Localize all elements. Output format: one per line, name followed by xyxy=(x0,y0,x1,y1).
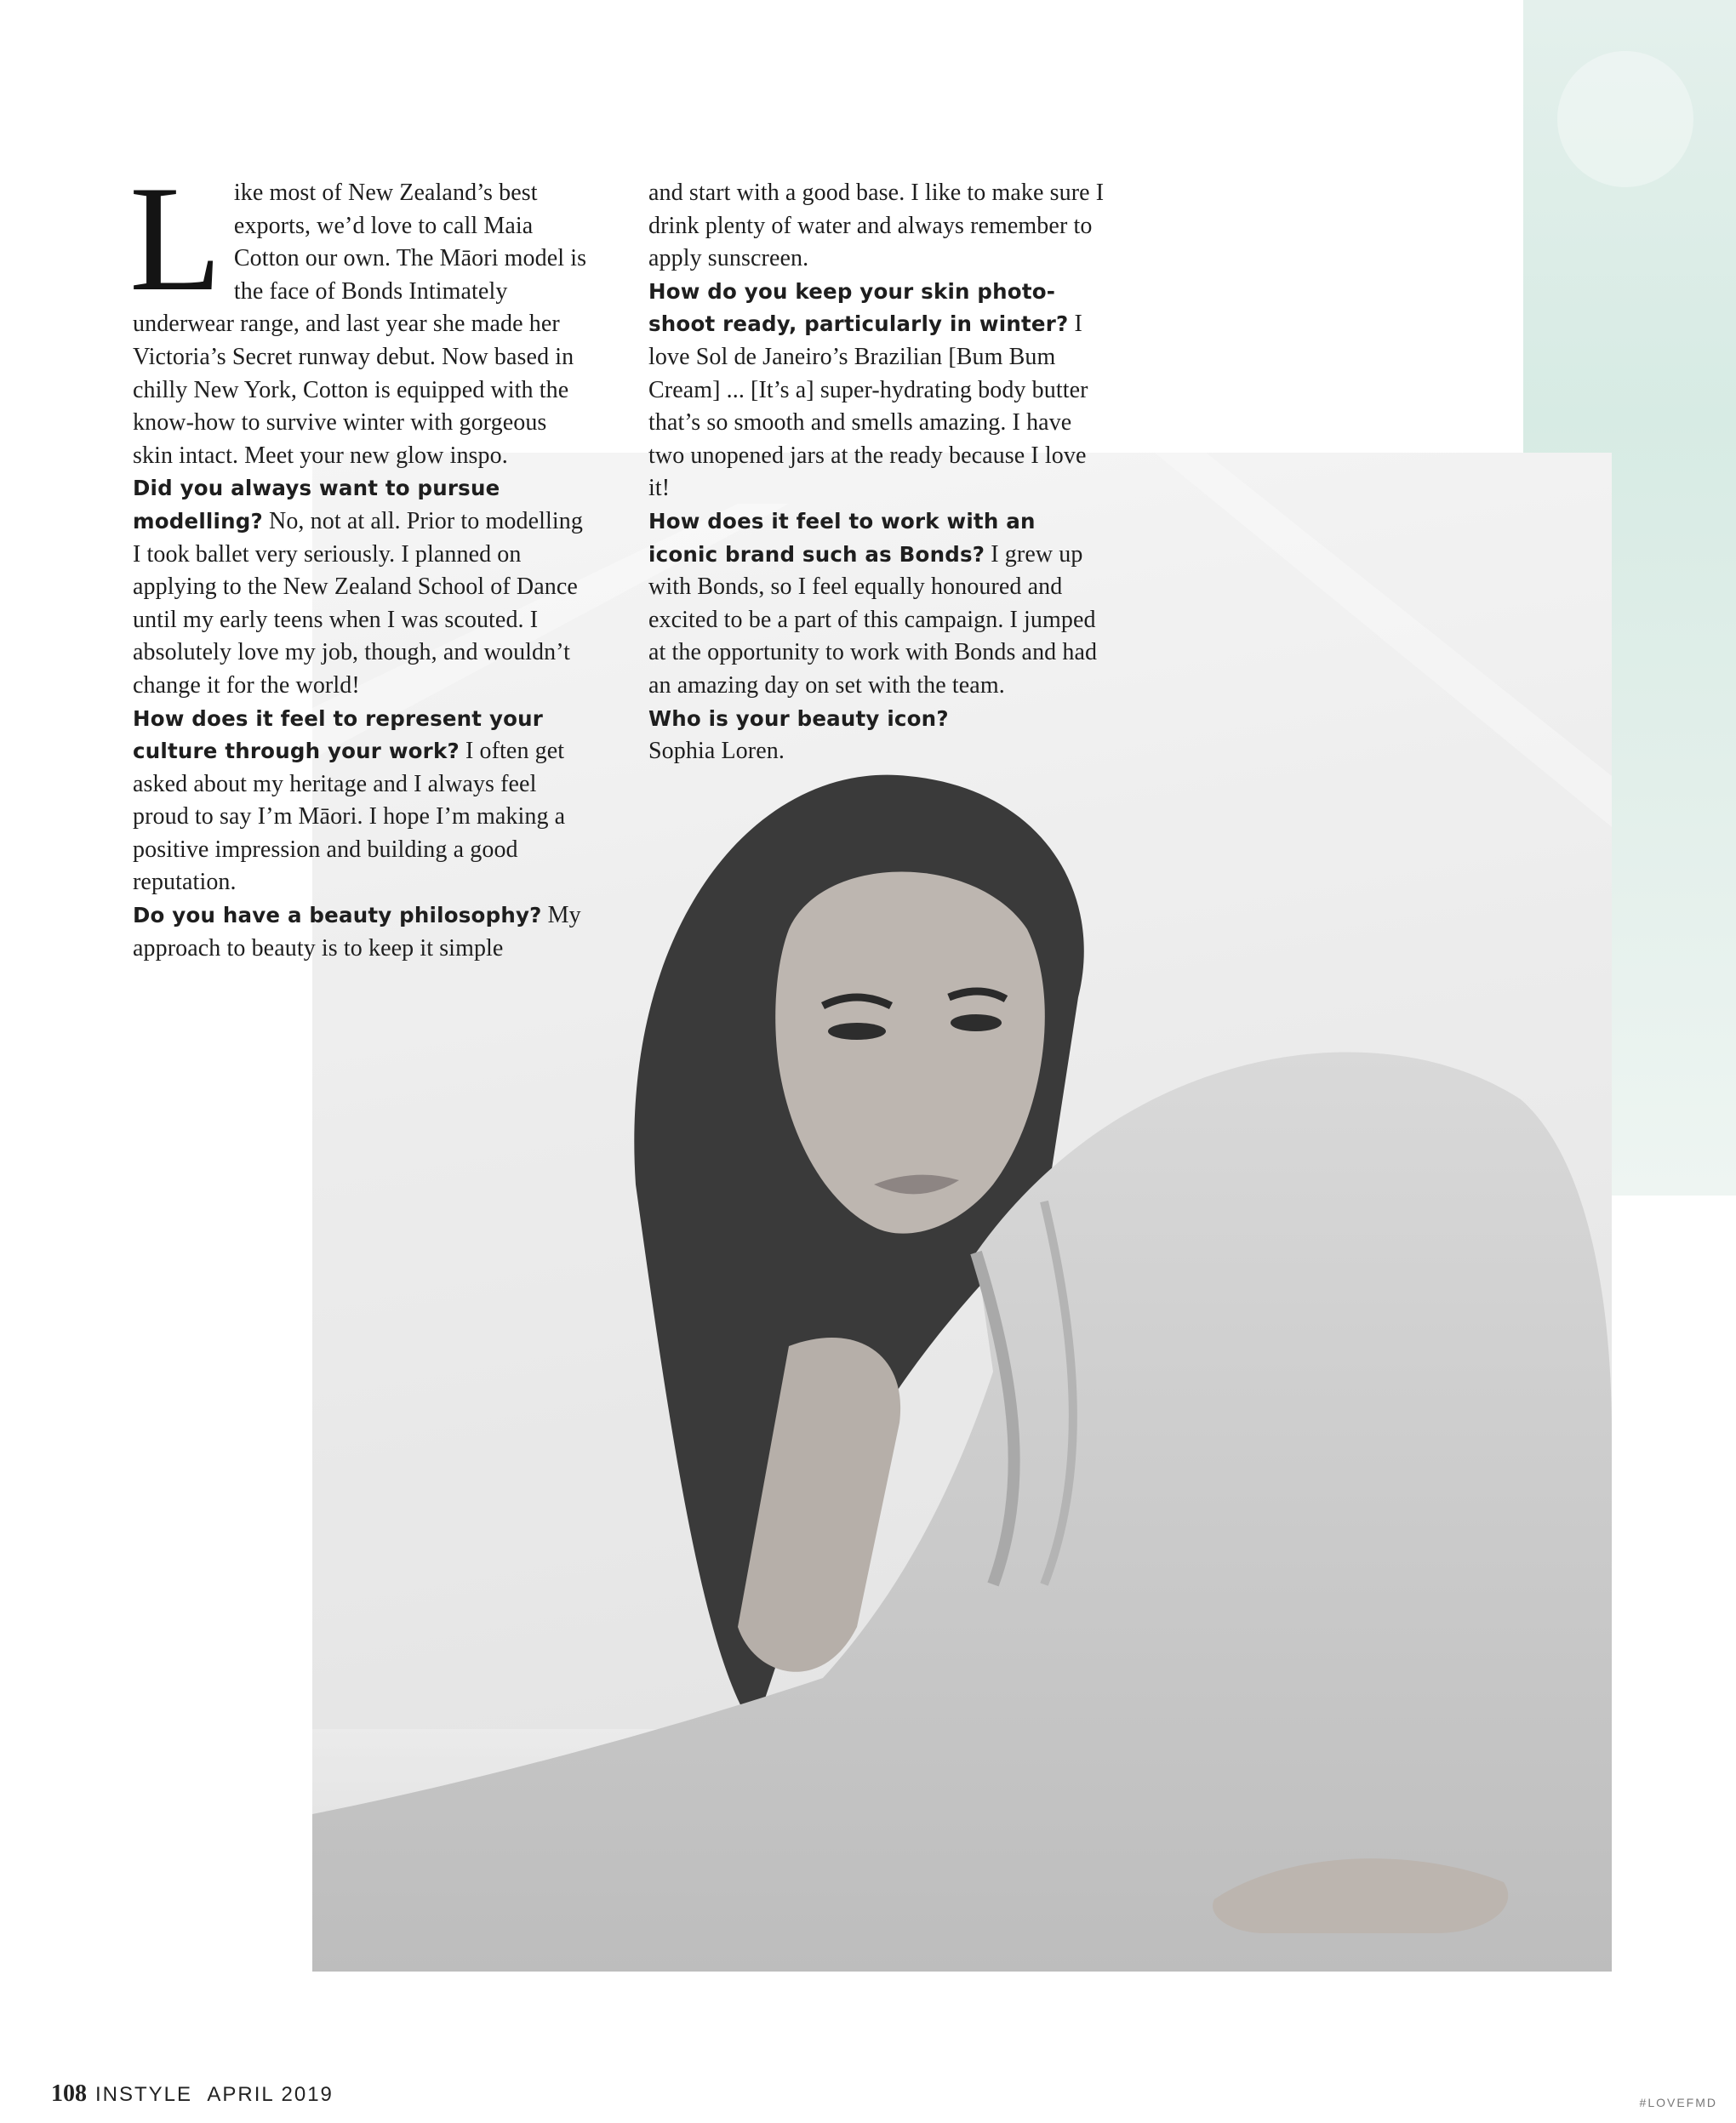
question: How does it feel to work with an iconic brand such as Bonds? xyxy=(648,508,1036,567)
intro-paragraph: ike most of New Zealand’s best exports, we’d love to call Maia Cotton our own. The Māori model is the face of Bonds Intimately underwear range, and last year she made her Victoria’s Secret runway debut. Now based in chilly New York, Cotton is equipped with the know-how to survive winter with gorgeous skin intact. Meet your new glow inspo. xyxy=(133,180,587,469)
question: Do you have a beauty philosophy? xyxy=(133,903,542,928)
page-footer xyxy=(51,2080,334,2108)
issue-date: APRIL 2019 xyxy=(207,2083,334,2106)
watermark: #LOVEFMD xyxy=(1639,2096,1717,2109)
answer: I love Sol de Janeiro’s Brazilian [Bum Bum Cream] ... [It’s a] super-hydrating body butter that’s so smooth and smells amazing. I have two unopened jars at the ready because I love it! xyxy=(648,311,1088,502)
article-column-2 xyxy=(648,177,1108,768)
answer: Sophia Loren. xyxy=(648,738,785,765)
qa-5 xyxy=(648,505,1108,703)
question: How do you keep your skin photo-shoot ready, particularly in winter? xyxy=(648,278,1069,337)
question: Who is your beauty icon? xyxy=(648,705,949,731)
answer: I grew up with Bonds, so I feel equally honoured and excited to be a part of this campaign. I jumped at the opportunity to work with Bonds and had an amazing day on set with the team. xyxy=(648,540,1098,699)
qa-1 xyxy=(133,472,592,702)
publication-name: INSTYLE xyxy=(95,2083,193,2106)
question: Did you always want to pursue modelling? xyxy=(133,476,500,534)
qa-3-continued xyxy=(648,177,1108,276)
qa-6 xyxy=(648,703,1108,768)
answer: I often get asked about my heritage and I always feel proud to say I’m Māori. I hope I’m making a positive impression and building a good reputation. xyxy=(133,738,566,896)
answer: No, not at all. Prior to modelling I took ballet very seriously. I planned on applying to the New Zealand School of Dance until my early teens when I was scouted. I absolutely love my job, though, and wouldn’t change it for the world! xyxy=(133,507,583,699)
answer: and start with a good base. I like to make sure I drink plenty of water and always remember to apply sunscreen. xyxy=(648,180,1105,272)
answer: My approach to beauty is to keep it simple xyxy=(133,902,581,962)
question: How does it feel to represent your culture through your work? xyxy=(133,705,544,764)
drop-cap: L xyxy=(129,154,222,322)
qa-3 xyxy=(133,899,592,965)
page-number: 108 xyxy=(51,2080,87,2107)
qa-2 xyxy=(133,703,592,900)
article-column-1 xyxy=(129,154,592,965)
qa-4 xyxy=(648,276,1108,505)
